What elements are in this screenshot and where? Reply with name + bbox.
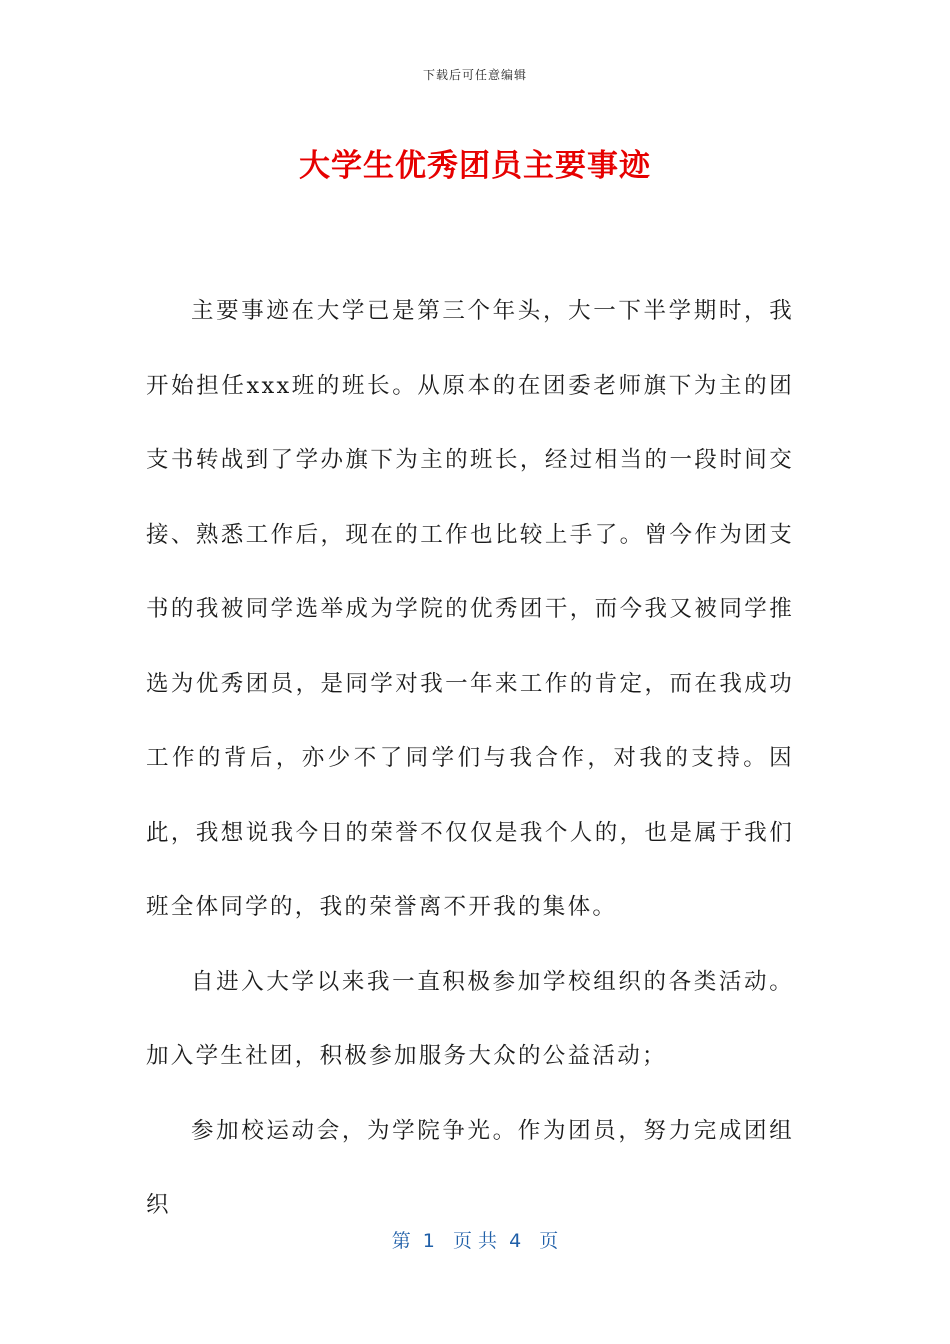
paragraph: 主要事迹在大学已是第三个年头，大一下半学期时，我开始担任xxx班的班长。从原本的在团委老师旗下为主的团支书转战到了学办旗下为主的班长，经过相当的一段时间交接、熟悉工作后，现在的工作也比较上手了。曾今作为团支书的我被同学选举成为学院的优秀团干，而今我又被同学推选为优秀团员，是同学对我一年来工作的肯定，而在我成功工作的背后，亦少不了同学们与我合作，对我的支持。因此，我想说我今日的荣誉不仅仅是我个人的，也是属于我们班全体同学的，我的荣誉离不开我的集体。	[146, 298, 794, 920]
paragraph: 自进入大学以来我一直积极参加学校组织的各类活动。加入学生社团，积极参加服务大众的公益活动；	[146, 968, 794, 1069]
page-footer: 第 1 页 共 4 页	[391, 1230, 559, 1252]
document-body	[146, 274, 794, 1243]
paragraph: 参加校运动会，为学院争光。作为团员，努力完成团组织	[146, 1117, 794, 1218]
header-note: 下载后可任意编辑	[422, 68, 527, 82]
document-title: 大学生优秀团员主要事迹	[299, 148, 651, 184]
